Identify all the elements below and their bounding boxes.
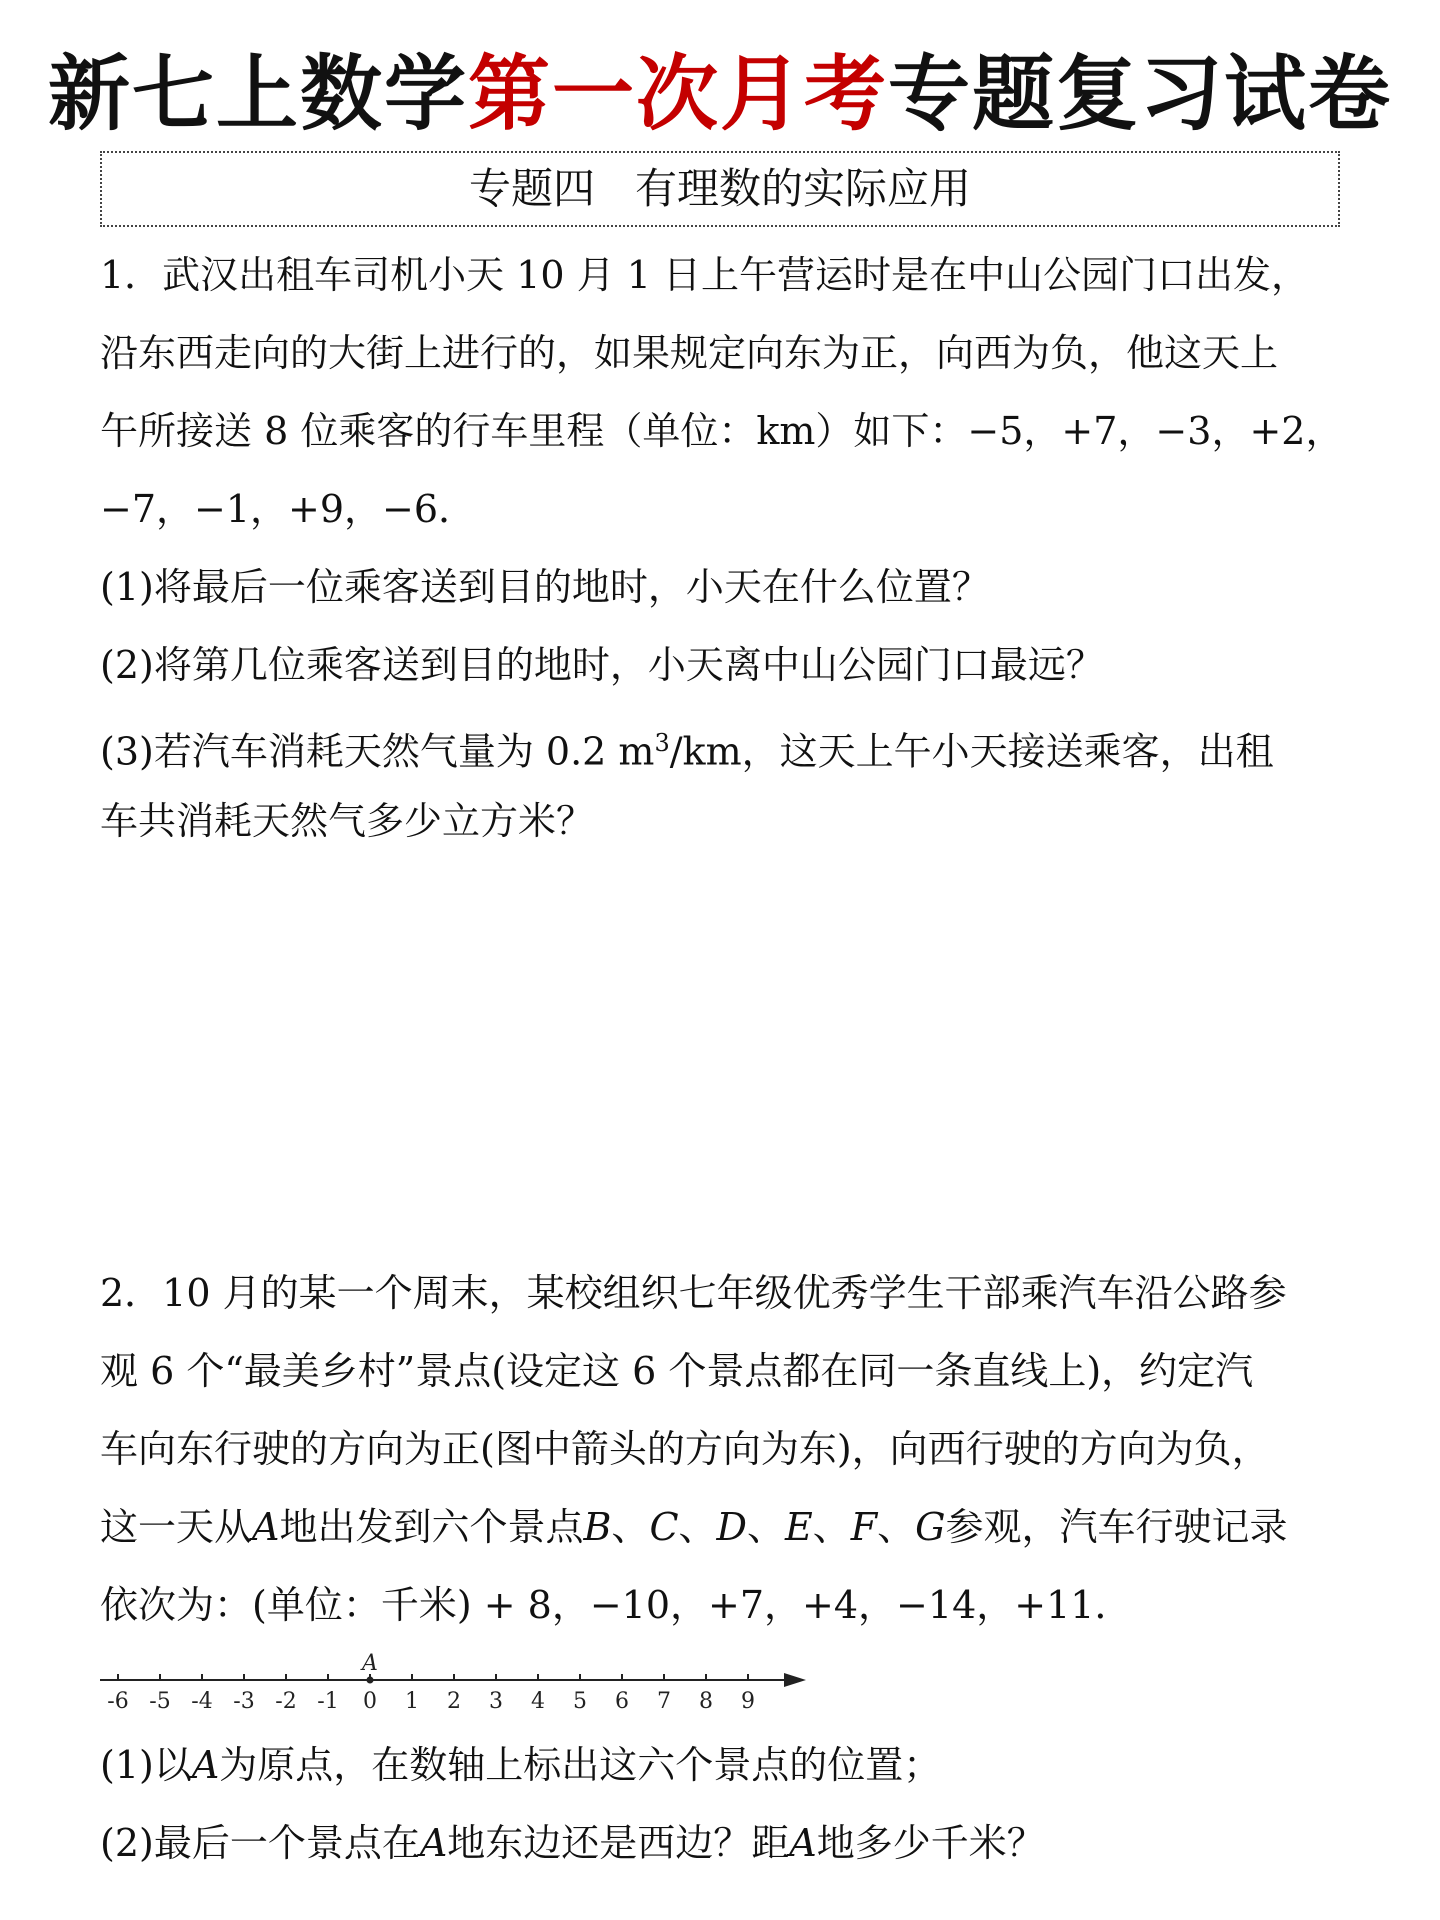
point-label-a: A: [789, 1821, 817, 1865]
number-line-arrow: [784, 1673, 806, 1687]
q2-part-1-end: 为原点，在数轴上标出这六个景点的位置；: [219, 1743, 942, 1787]
q1-part-3-text-2: /km，这天上午小天接送乘客，出租: [669, 729, 1274, 774]
number-line-tick-label: -6: [107, 1689, 129, 1714]
number-line-tick-label: -4: [191, 1689, 213, 1714]
number-line-tick-label: -5: [149, 1689, 171, 1714]
number-line-tick-label: 2: [447, 1689, 461, 1714]
separator: 、: [747, 1505, 786, 1549]
q1-line-3: 午所接送 8 位乘客的行车里程（单位：km）如下：−5，+7，−3，+2，: [100, 409, 1344, 453]
title-highlight: 第一次月考: [467, 47, 888, 142]
number-line-tick-label: -2: [275, 1689, 297, 1714]
topic-banner: [100, 151, 1340, 227]
q1-line-1: 1．武汉出租车司机小天 10 月 1 日上午营运时是在中山公园门口出发，: [100, 253, 1310, 297]
number-line-tick-label: 7: [657, 1689, 671, 1714]
point-label-e: E: [785, 1505, 813, 1549]
page-title: [0, 40, 1440, 150]
q1-part-3: [100, 704, 1350, 782]
q2-line-4: [100, 1488, 1350, 1566]
number-line-tick-label: 9: [741, 1689, 755, 1714]
number-line: [100, 1650, 820, 1722]
q2-part-1: [100, 1726, 1350, 1804]
point-label-b: B: [583, 1505, 612, 1549]
question-2-parts: [100, 1726, 1350, 1882]
separator: 、: [678, 1505, 717, 1549]
number-line-tick-label: 6: [615, 1689, 629, 1714]
point-label-a: A: [252, 1505, 280, 1549]
q2-line-2: 观 6 个“最美乡村”景点(设定这 6 个景点都在同一条直线上)，约定汽: [100, 1349, 1254, 1393]
q2-part-2-start: (2)最后一个景点在: [100, 1821, 420, 1865]
number-line-tick-label: 5: [573, 1689, 587, 1714]
q2-line-4-end: 参观，汽车行驶记录: [945, 1505, 1288, 1549]
separator: 、: [877, 1505, 916, 1549]
number-line-tick-label: 8: [699, 1689, 713, 1714]
point-label-c: C: [649, 1505, 679, 1549]
separator: 、: [611, 1505, 650, 1549]
number-line-tick-label: 0: [363, 1689, 377, 1714]
topic-label: 专题四: [468, 164, 595, 213]
q2-line-5: 依次为：(单位：千米) + 8，−10，+7，+4，−14，+11．: [100, 1583, 1133, 1627]
point-label-g: G: [915, 1505, 946, 1549]
q2-line-4-start: 这一天从: [100, 1505, 253, 1549]
title-part1: 新七上数学: [47, 47, 468, 142]
q2-part-2-end: 地多少千米？: [816, 1821, 1045, 1865]
topic-title: 有理数的实际应用: [635, 164, 972, 213]
question-1: [100, 236, 1350, 860]
origin-point: [367, 1677, 374, 1684]
number-line-tick-label: 1: [405, 1689, 419, 1714]
separator: 、: [812, 1505, 851, 1549]
q1-line-2: 沿东西走向的大街上进行的，如果规定向东为正，向西为负，他这天上: [100, 331, 1279, 375]
q1-line-4: −7，−1，+9，−6．: [100, 487, 477, 531]
number-line-tick-label: -3: [233, 1689, 255, 1714]
q2-line-4-mid: 地出发到六个景点: [279, 1505, 584, 1549]
q2-part-2: [100, 1804, 1350, 1882]
point-label-f: F: [850, 1505, 878, 1549]
point-label-d: D: [716, 1505, 747, 1549]
number-line-tick-label: 3: [489, 1689, 503, 1714]
q2-line-1: 2．10 月的某一个周末，某校组织七年级优秀学生干部乘汽车沿公路参: [100, 1271, 1287, 1315]
q1-part-3-exponent: 3: [654, 729, 670, 757]
point-label-a: A: [419, 1821, 448, 1865]
point-label-a: A: [191, 1743, 220, 1787]
number-line-tick-label: 4: [531, 1689, 545, 1714]
origin-label-a: A: [362, 1651, 378, 1676]
q1-part-2: (2)将第几位乘客送到目的地时，小天离中山公园门口最远？: [100, 643, 1104, 687]
title-part2: 专题复习试卷: [888, 47, 1393, 142]
q2-part-2-mid: 地东边还是西边？距: [447, 1821, 790, 1865]
q1-part-1: (1)将最后一位乘客送到目的地时，小天在什么位置？: [100, 565, 990, 609]
q2-part-1-start: (1)以: [100, 1743, 192, 1787]
question-2: [100, 1254, 1350, 1644]
q1-part-3-line-2: 车共消耗天然气多少立方米？: [100, 799, 595, 843]
number-line-tick-label: -1: [317, 1689, 339, 1714]
q2-line-3: 车向东行驶的方向为正(图中箭头的方向为东)，向西行驶的方向为负，: [100, 1427, 1270, 1471]
q1-part-3-text: (3)若汽车消耗天然气量为 0.2 m: [100, 729, 655, 774]
